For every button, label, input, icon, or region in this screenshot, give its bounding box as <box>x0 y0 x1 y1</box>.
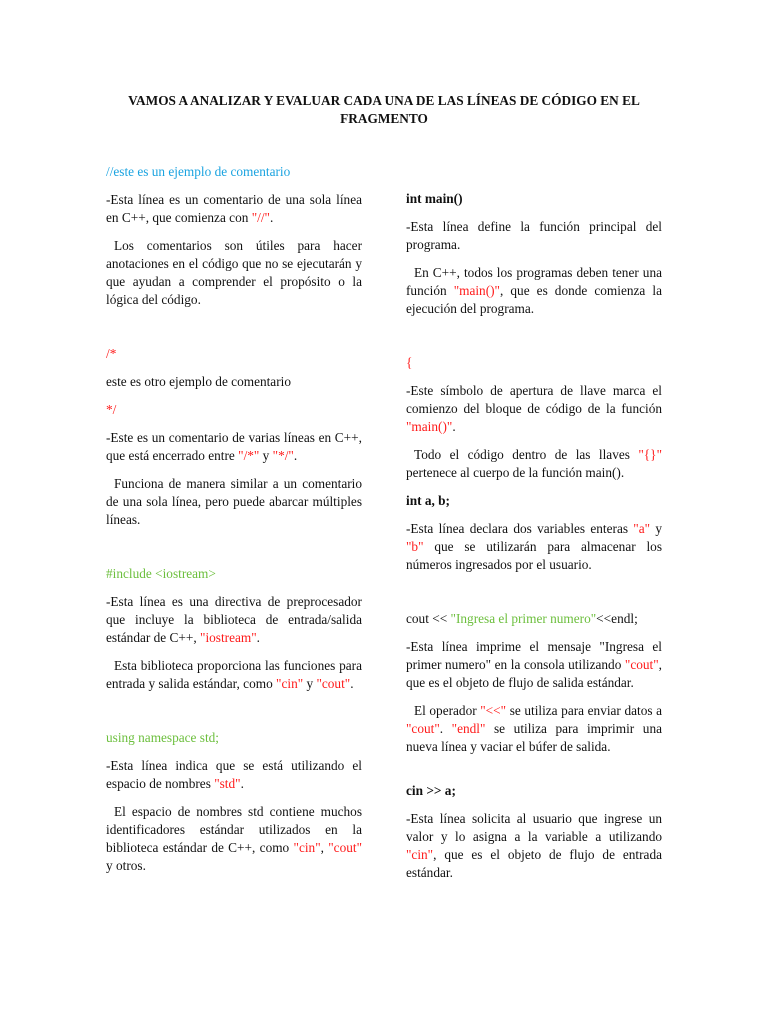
explanation-paragraph: -Esta línea define la función principal del programa. <box>406 219 662 252</box>
explanation-paragraph: Esta biblioteca proporciona las funciones para entrada y salida estándar, como "cin" y "cout". <box>106 658 362 691</box>
explanation-paragraph: Funciona de manera similar a un comentario de una sola línea, pero puede abarcar múltiples líneas. <box>106 476 362 527</box>
code-line-cout: cout << "Ingresa el primer numero"<<endl; <box>406 611 638 626</box>
page-title: VAMOS A ANALIZAR Y EVALUAR CADA UNA DE LAS LÍNEAS DE CÓDIGO EN EL FRAGMENTO <box>128 93 640 126</box>
left-column <box>106 163 362 885</box>
explanation-paragraph: -Esta línea es una directiva de preprocesador que incluye la biblioteca de entrada/salida estándar de C++, "iostream". <box>106 594 362 645</box>
explanation-paragraph: -Esta línea solicita al usuario que ingrese un valor y lo asigna a la variable a utilizando "cin", que es el objeto de flujo de entrada estándar. <box>406 811 662 880</box>
code-line-open-brace: { <box>406 355 413 370</box>
explanation-paragraph: -Este es un comentario de varias líneas en C++, que está encerrado entre "/*" y "*/". <box>106 430 362 463</box>
explanation-paragraph: Todo el código dentro de las llaves "{}" pertenece al cuerpo de la función main(). <box>406 447 662 480</box>
explanation-paragraph: Los comentarios son útiles para hacer anotaciones en el código que no se ejecutarán y que ayudan a comprender el propósito o la lógica del código. <box>106 238 362 307</box>
code-line-comment-close: */ <box>106 402 117 417</box>
explanation-paragraph: -Esta línea declara dos variables enteras "a" y "b" que se utilizarán para almacenar los números ingresados por el usuario. <box>406 521 662 572</box>
explanation-paragraph: El operador "<<" se utiliza para enviar datos a "cout". "endl" se utiliza para imprimir una nueva línea y vaciar el búfer de salida. <box>406 703 663 754</box>
explanation-paragraph: -Esta línea es un comentario de una sola línea en C++, que comienza con "//". <box>106 192 362 225</box>
code-line-comment-open: /* <box>106 346 117 361</box>
code-line-include: #include <iostream> <box>106 566 216 581</box>
right-column <box>406 190 662 892</box>
explanation-paragraph: -Esta línea indica que se está utilizando el espacio de nombres "std". <box>106 758 362 791</box>
explanation-paragraph: -Este símbolo de apertura de llave marca el comienzo del bloque de código de la función "main()". <box>406 383 662 434</box>
code-line-int-main: int main() <box>406 191 463 206</box>
code-line-int-ab: int a, b; <box>406 493 450 508</box>
code-line-comment-body: este es otro ejemplo de comentario <box>106 374 291 389</box>
code-line-single-comment: //este es un ejemplo de comentario <box>106 164 291 179</box>
explanation-paragraph: -Esta línea imprime el mensaje "Ingresa el primer numero" en la consola utilizando "cout", que es el objeto de flujo de salida estándar. <box>406 639 662 690</box>
explanation-paragraph: El espacio de nombres std contiene muchos identificadores estándar utilizados en la biblioteca estándar de C++, como "cin", "cout" y otros. <box>106 804 362 873</box>
code-line-cin: cin >> a; <box>406 783 456 798</box>
code-line-using-namespace: using namespace std; <box>106 730 219 745</box>
explanation-paragraph: En C++, todos los programas deben tener una función "main()", que es donde comienza la ejecución del programa. <box>406 265 662 316</box>
